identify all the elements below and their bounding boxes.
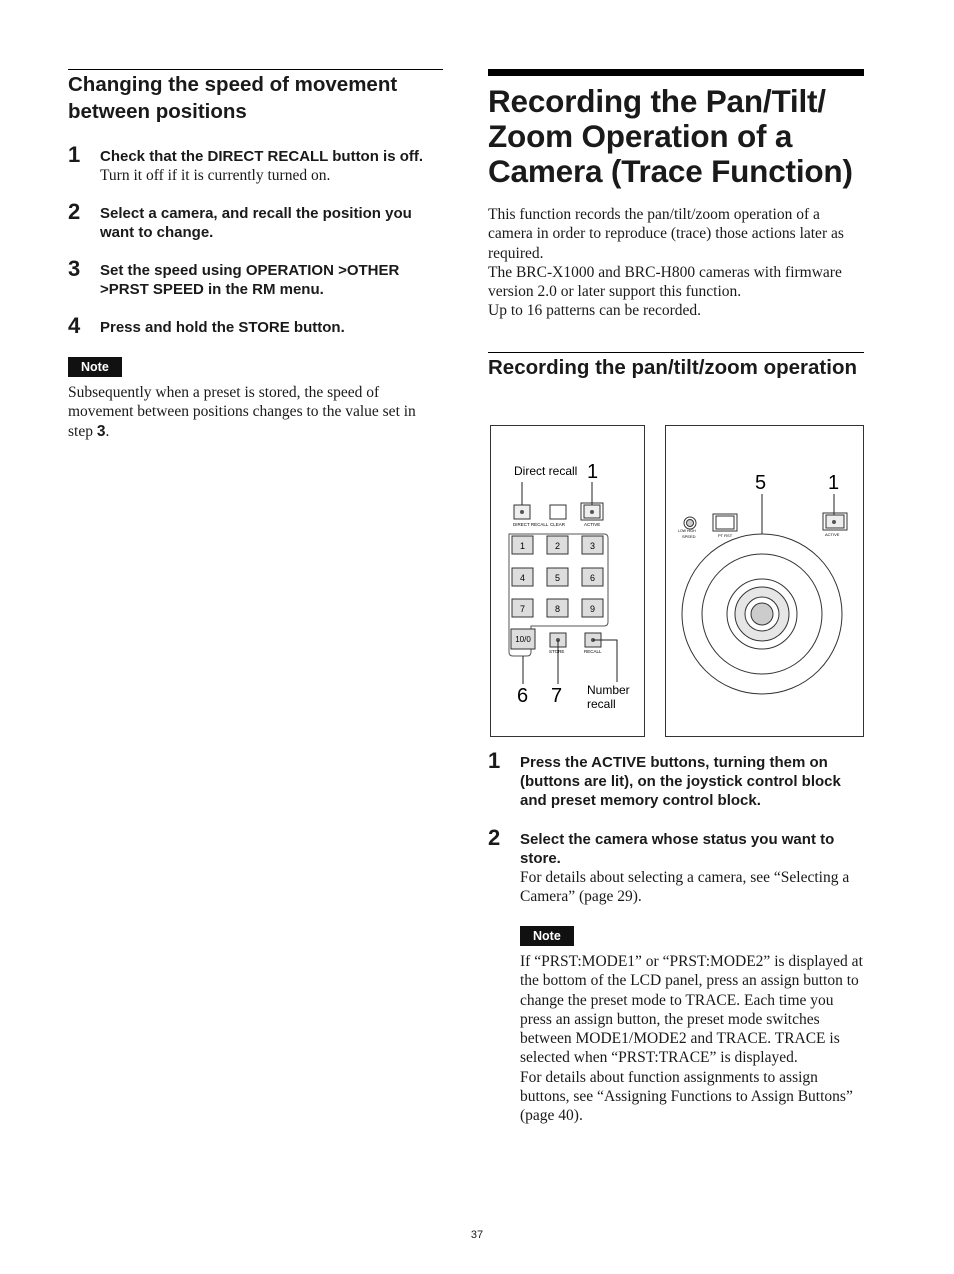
step-title: Select a camera, and recall the position you want to change.	[100, 205, 412, 241]
intro-paragraph: Up to 16 patterns can be recorded.	[488, 302, 702, 320]
note-label: Note	[68, 357, 122, 377]
key-label: 10/0	[515, 635, 531, 644]
label-low-high: LOW HIGH	[678, 529, 696, 533]
step-title: Press and hold the STORE button.	[100, 319, 345, 336]
key-label: 5	[554, 573, 561, 583]
page-title: Recording the Pan/Tilt/ Zoom Operation of a Camera (Trace Function)	[488, 69, 864, 189]
keypad	[511, 536, 603, 649]
left-note	[68, 357, 443, 441]
key-label: 3	[589, 541, 596, 551]
label-speed: SPEED	[682, 534, 696, 539]
callout-5: 5	[755, 472, 767, 494]
callout-6: 6	[517, 685, 529, 707]
section-heading-recording: Recording the pan/tilt/zoom operation	[488, 352, 864, 381]
label-direct-recall-btn: DIRECT RECALL	[513, 522, 549, 527]
key-label: 6	[589, 573, 596, 583]
figure-preset-memory-panel	[490, 425, 645, 737]
key-label: 2	[554, 541, 561, 551]
step-number: 2	[68, 199, 81, 224]
indicator-dot	[590, 510, 594, 514]
label-pt-rst: PT RST	[718, 533, 733, 538]
note-text	[68, 383, 443, 441]
label-direct-recall: Direct recall	[514, 464, 578, 478]
intro	[488, 205, 864, 321]
indicator-dot	[520, 510, 524, 514]
right-step-1	[488, 748, 864, 810]
left-step-3	[68, 256, 443, 299]
right-note	[520, 926, 864, 1126]
figure-joystick-panel	[665, 425, 864, 737]
label-recall: recall	[587, 697, 616, 711]
callout-1: 1	[587, 461, 599, 483]
key-label: 4	[519, 573, 526, 583]
right-steps	[488, 748, 864, 1126]
intro-paragraph: This function records the pan/tilt/zoom operation of a camera in order to reproduce (trace) those actions later as required.	[488, 206, 844, 262]
step-title: Select the camera whose status you want to store.	[520, 831, 835, 867]
label-clear-btn: CLEAR	[550, 522, 566, 527]
note-text-part: .	[105, 422, 110, 440]
note-label: Note	[520, 926, 574, 946]
note-paragraph: If “PRST:MODE1” or “PRST:MODE2” is displayed at the bottom of the LCD panel, press an assign button to change the preset mode to TRACE. Each time you press an assign button, the preset mode switches between MODE1/MODE2 and TRACE. TRACE is selected when “PRST:TRACE” is displayed.	[520, 953, 863, 1067]
key-label: 9	[589, 604, 596, 614]
step-body: Turn it off if it is currently turned on.	[100, 167, 331, 184]
intro-paragraph: The BRC-X1000 and BRC-H800 cameras with firmware version 2.0 or later support this function.	[488, 263, 842, 301]
clear-button-icon	[550, 505, 566, 519]
preset-panel-drawing	[491, 426, 644, 736]
left-step-2	[68, 199, 443, 242]
step-title: Check that the DIRECT RECALL button is off.	[100, 148, 424, 165]
callout-1: 1	[828, 472, 840, 494]
label-store-btn: STORE	[549, 649, 565, 654]
step-number: 1	[488, 748, 501, 773]
left-step-1	[68, 142, 443, 185]
joystick-icon	[751, 603, 773, 625]
callout-7: 7	[551, 685, 563, 707]
right-column	[488, 69, 864, 381]
pt-rst-button-icon	[716, 516, 734, 529]
note-paragraph: For details about function assignments to assign buttons, see “Assigning Functions to Assign Buttons” (page 40).	[520, 1068, 853, 1125]
note-text-part: Subsequently when a preset is stored, the speed of movement between positions changes to the value set in step	[68, 384, 416, 440]
step-number: 4	[68, 313, 81, 338]
key-label: 7	[519, 604, 526, 614]
section-heading-speed: Changing the speed of movement between positions	[68, 69, 443, 125]
note-step-ref: 3	[96, 422, 106, 440]
indicator-dot	[832, 520, 836, 524]
step-number: 1	[68, 142, 81, 167]
label-active: ACTIVE	[825, 532, 840, 537]
step-title: Press the ACTIVE buttons, turning them on (buttons are lit), on the joystick control block and preset memory control block.	[520, 754, 841, 809]
page-number: 37	[470, 1229, 484, 1241]
label-number: Number	[587, 683, 630, 697]
label-recall-btn: RECALL	[584, 649, 602, 654]
label-active-btn: ACTIVE	[584, 522, 601, 527]
step-body: For details about selecting a camera, see “Selecting a Camera” (page 29).	[520, 869, 850, 905]
left-column	[68, 69, 443, 441]
step-title: Set the speed using OPERATION >OTHER >PRST SPEED in the RM menu.	[100, 262, 400, 298]
key-label: 1	[519, 541, 526, 551]
speed-knob-inner	[687, 520, 694, 527]
left-step-4	[68, 313, 443, 338]
step-number: 2	[488, 825, 501, 850]
joystick-panel-drawing	[666, 426, 863, 736]
step-number: 3	[68, 256, 81, 281]
key-label: 8	[554, 604, 561, 614]
right-step-2	[488, 825, 864, 1126]
